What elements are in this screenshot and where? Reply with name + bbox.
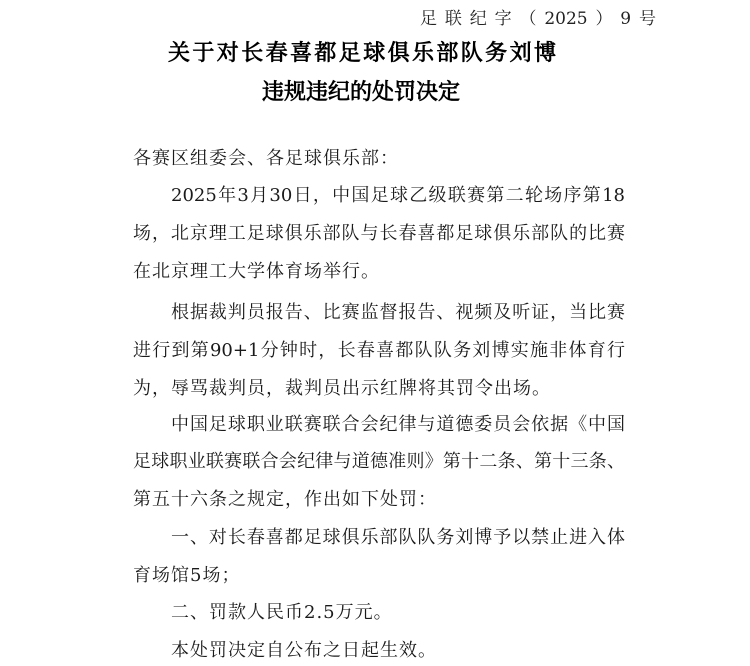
body-line: 根据裁判员报告、比赛监督报告、视频及听证，当比赛 <box>171 302 625 323</box>
document-number: 足联纪字（2025）9号 <box>420 9 656 29</box>
penalty-item-1: 一、对长春喜都足球俱乐部队队务刘博予以禁止进入体 <box>171 527 625 548</box>
body-line: 足球职业联赛联合会纪律与道德准则》第十二条、第十三条、 <box>133 451 625 472</box>
body-line: 在北京理工大学体育场举行。 <box>133 261 380 282</box>
document-title-line-1: 关于对长春喜都足球俱乐部队务刘博 <box>168 40 556 66</box>
effective-statement: 本处罚决定自公布之日起生效。 <box>171 640 437 661</box>
body-line: 为，辱骂裁判员，裁判员出示红牌将其罚令出场。 <box>133 378 551 399</box>
penalty-item-2: 二、罚款人民币2.5万元。 <box>171 602 393 623</box>
body-line: 进行到第90+1分钟时，长春喜都队队务刘博实施非体育行 <box>133 340 625 361</box>
body-line: 第五十六条之规定，作出如下处罚： <box>133 489 437 510</box>
penalty-item-1-cont: 育场馆5场； <box>133 565 241 586</box>
document-title-line-2: 违规违纪的处罚决定 <box>262 79 461 105</box>
body-line: 中国足球职业联赛联合会纪律与道德委员会依据《中国 <box>171 414 625 435</box>
salutation: 各赛区组委会、各足球俱乐部： <box>133 148 399 169</box>
body-line: 场，北京理工足球俱乐部队与长春喜都足球俱乐部队的比赛 <box>133 223 625 244</box>
body-line: 2025年3月30日，中国足球乙级联赛第二轮场序第18 <box>171 185 625 206</box>
